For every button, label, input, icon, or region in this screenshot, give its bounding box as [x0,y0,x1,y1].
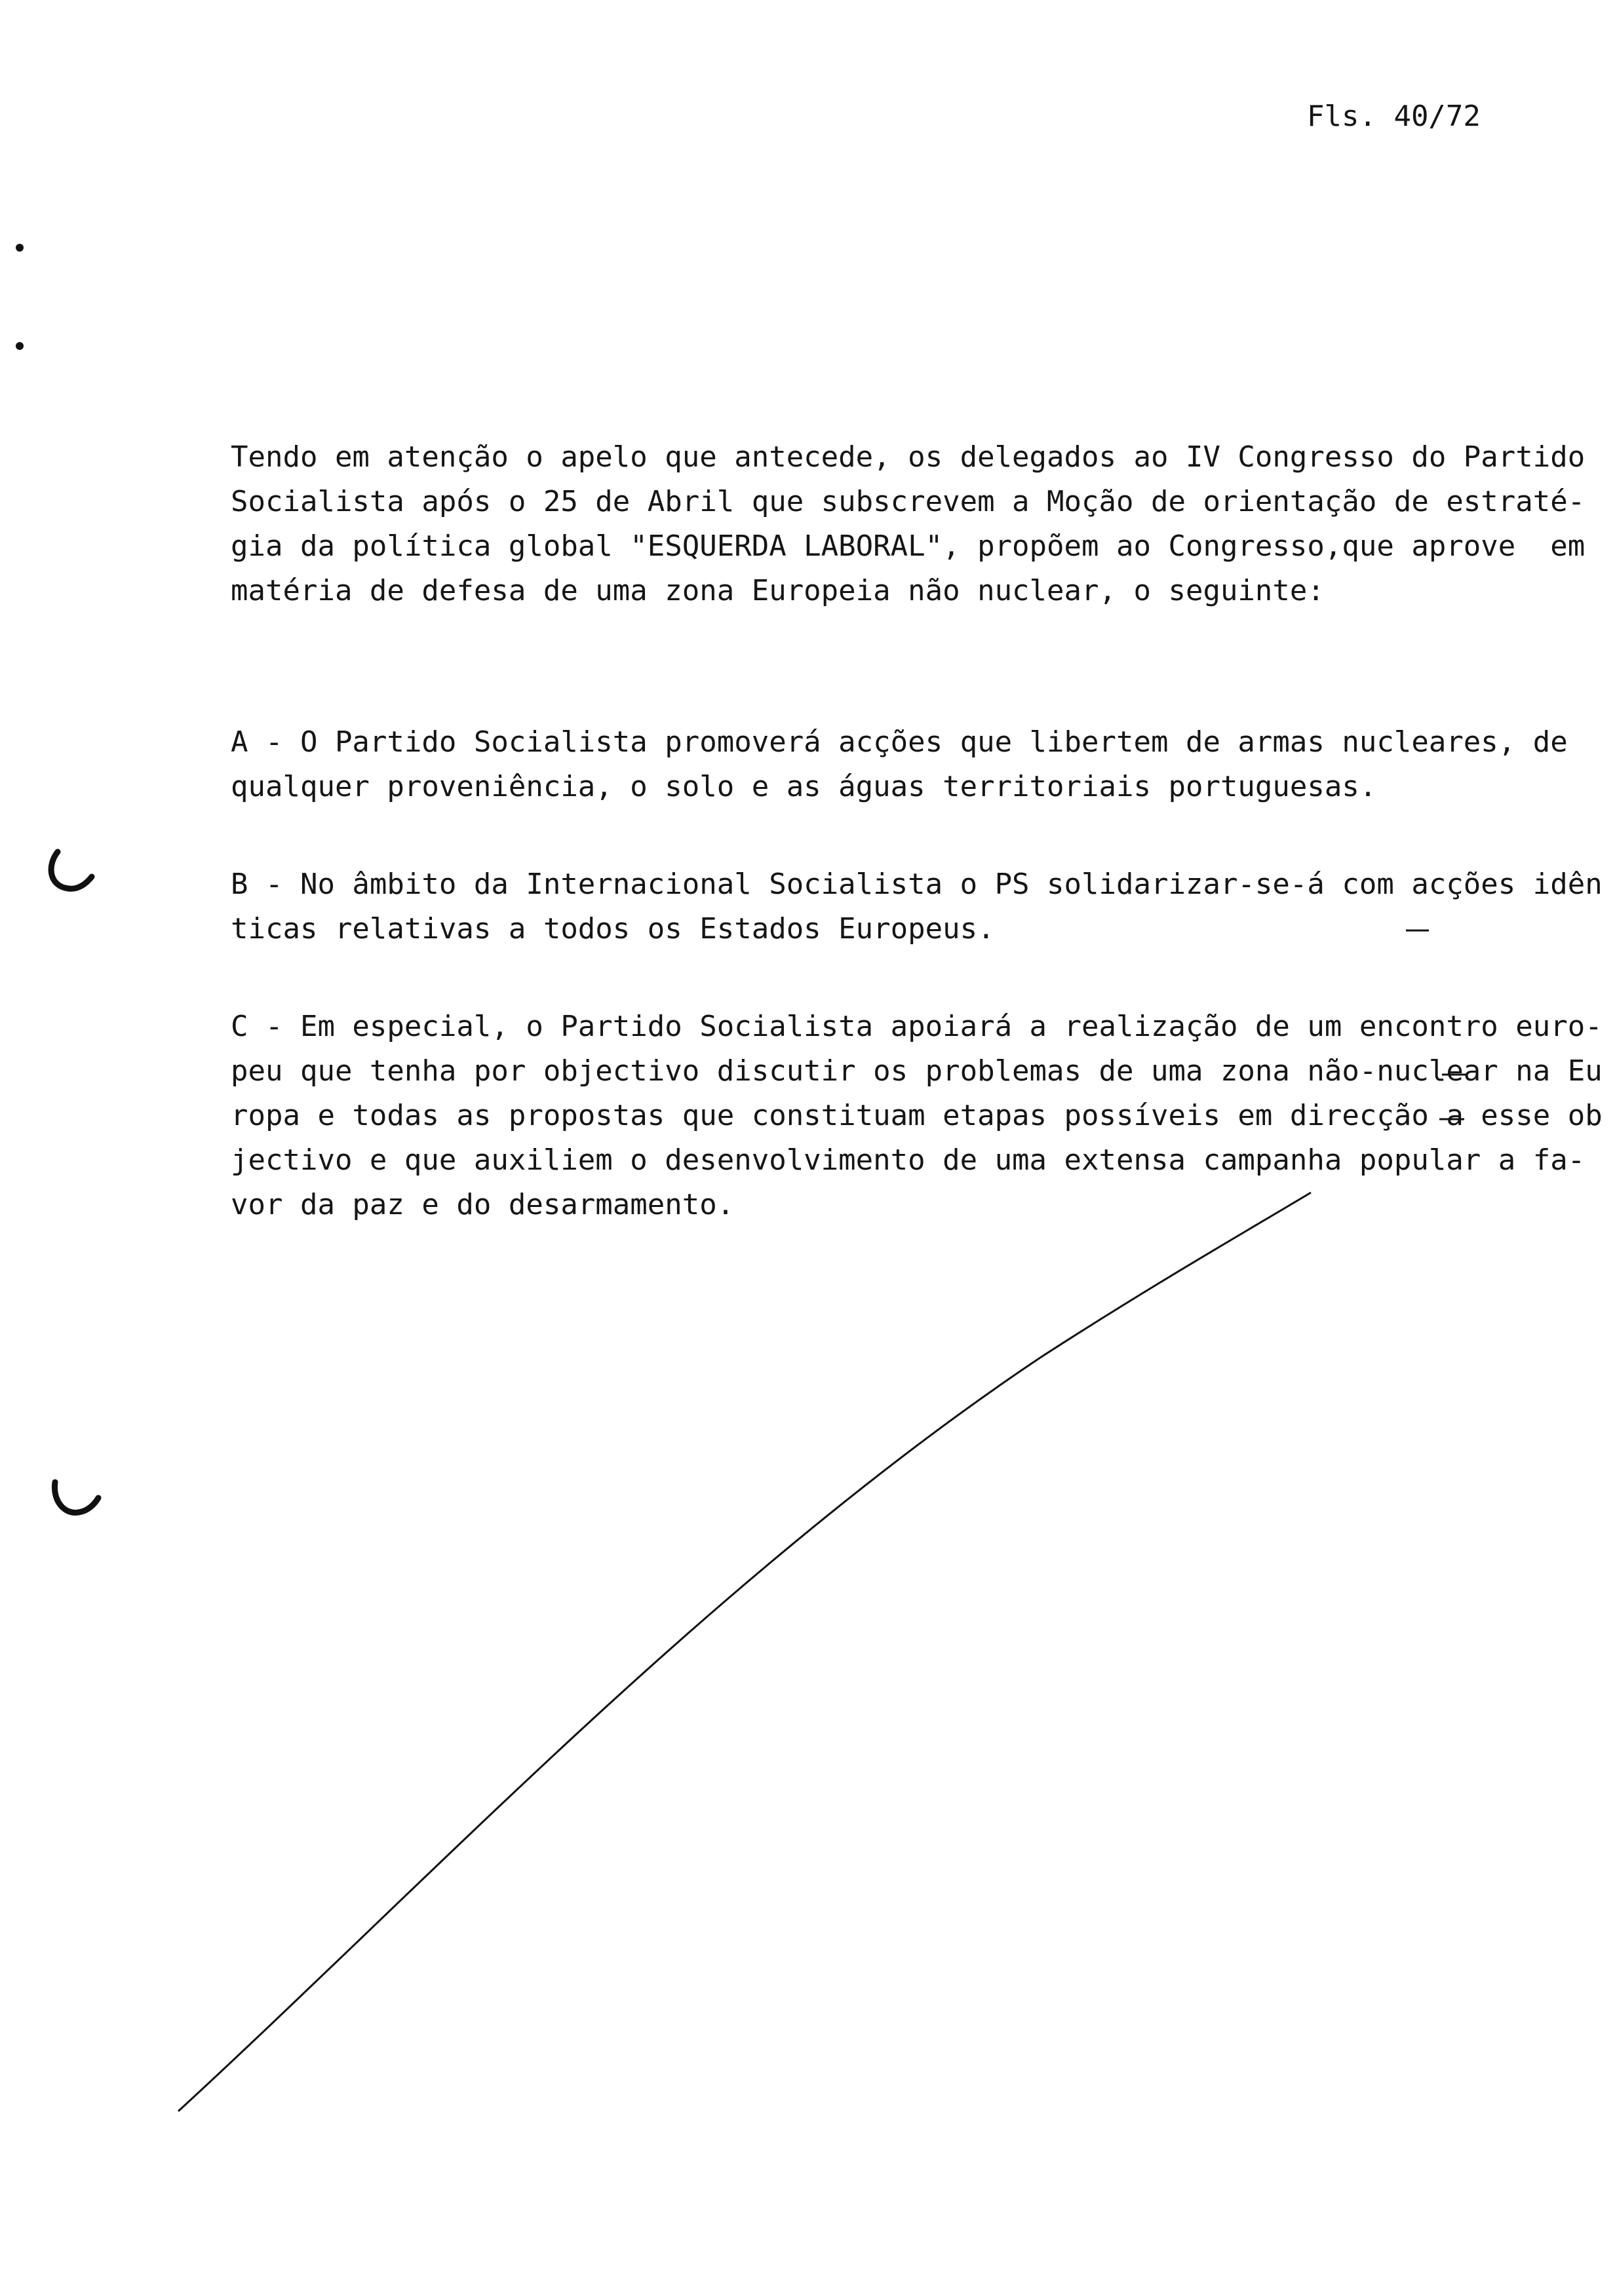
item-b-line: ticas relativas a todos os Estados Europeus. [231,912,995,946]
intro-line: Tendo em atenção o apelo que antecede, os delegados ao IV Congresso do Partido [231,440,1586,474]
item-c-line: jectivo e que auxiliem o desenvolvimento de uma extensa campanha popular a fa- [231,1143,1586,1177]
item-a-line: A - O Partido Socialista promoverá acções que libertem de armas nucleares, de [231,725,1568,759]
item-c-line: vor da paz e do desarmamento. [231,1188,735,1221]
item-a-line: qualquer proveniência, o solo e as águas territoriais portuguesas. [231,770,1377,803]
left-margin-punch-mark [54,1482,98,1512]
margin-speck [16,244,24,252]
page-number: Fls. 40/72 [1307,100,1481,133]
item-b-line: B - No âmbito da Internacional Socialista o PS solidarizar-se-á com acções idên [231,868,1603,901]
margin-speck [16,342,24,350]
intro-line: matéria de defesa de uma zona Europeia não nuclear, o seguinte: [231,574,1325,607]
item-c-line: ropa e todas as propostas que constituam etapas possíveis em direcção a esse ob [231,1099,1603,1132]
item-c-line: C - Em especial, o Partido Socialista apoiará a realização de um encontro euro- [231,1010,1603,1043]
intro-line: Socialista após o 25 de Abril que subscrevem a Moção de orientação de estraté- [231,485,1586,518]
item-c-line: peu que tenha por objectivo discutir os problemas de uma zona não-nuclear na Eu [231,1054,1603,1088]
strike-through-line [178,1193,1311,2111]
left-margin-punch-mark [51,852,92,889]
intro-line: gia da política global "ESQUERDA LABORAL", propõem ao Congresso,que aprove em [231,529,1586,563]
